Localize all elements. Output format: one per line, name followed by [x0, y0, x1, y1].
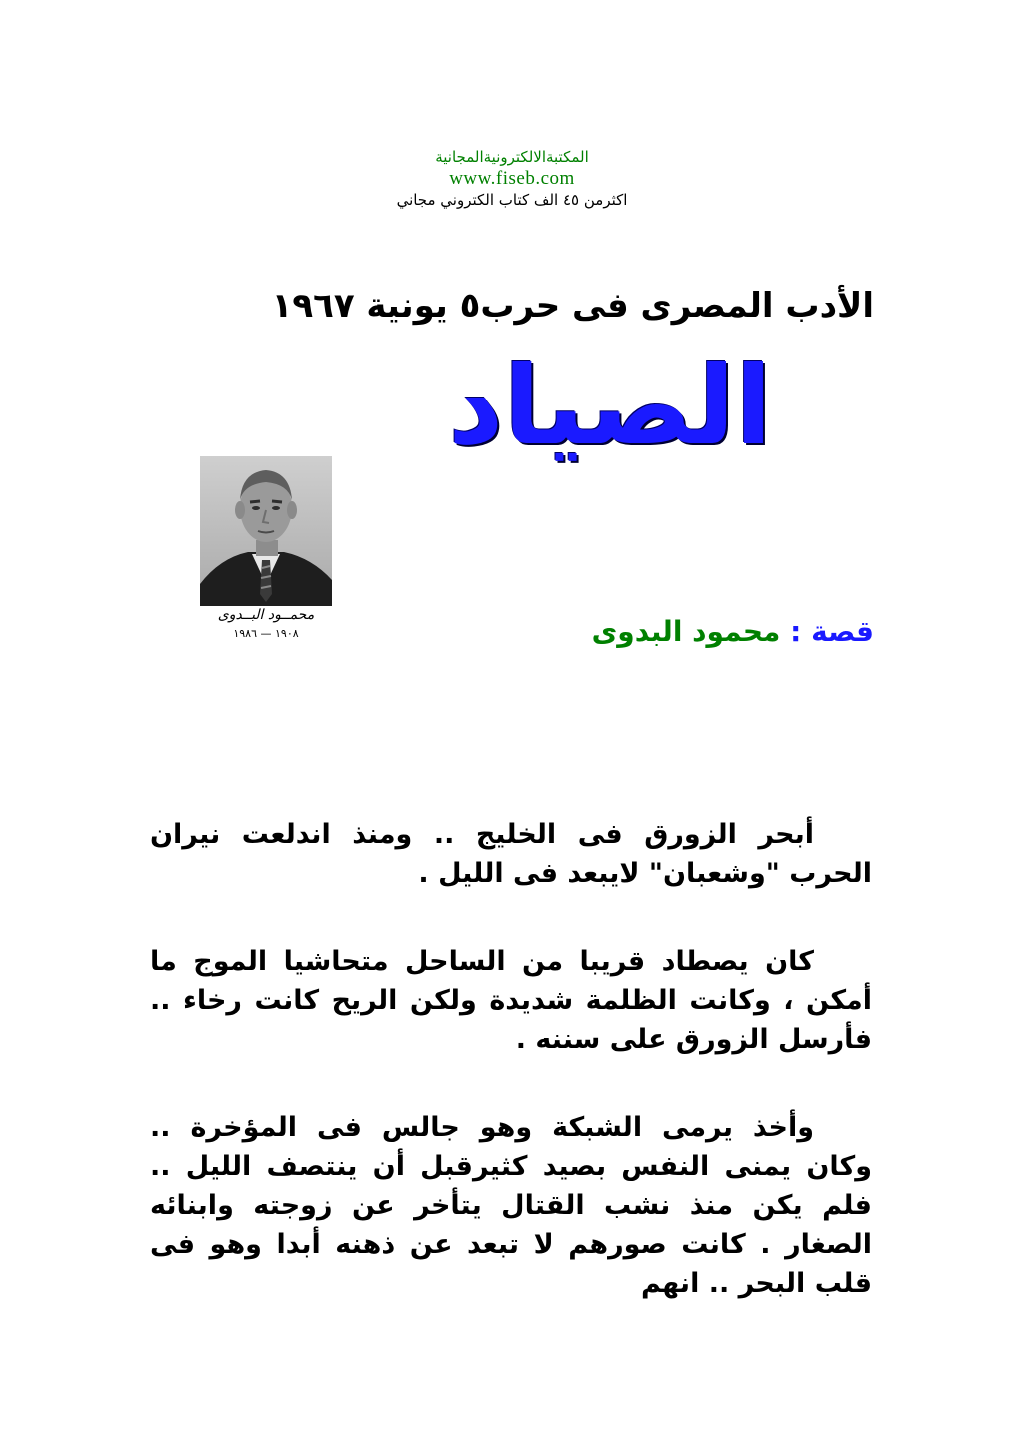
portrait-caption	[200, 606, 332, 641]
story-title: الصياد	[447, 344, 773, 469]
library-header	[0, 148, 1024, 209]
byline-author: محمود البدوى	[591, 615, 781, 648]
byline	[374, 615, 874, 648]
byline-label: قصة :	[790, 615, 874, 648]
author-portrait	[200, 456, 332, 606]
story-paragraph: وأخذ يرمى الشبكة وهو جالس فى المؤخرة .. وكان يمنى النفس بصيد كثيرقبل أن ينتصف الليل .. فلم يكن منذ نشب القتال يتأخر عن زوجته وابنائه الصغار . كانت صورهم لا تبعد عن ذهنه أبدا وهو فى قلب البحر .. انهم	[150, 1112, 872, 1299]
portrait-caption-name: محمــود البــدوى	[217, 607, 315, 623]
author-portrait-icon	[200, 456, 332, 606]
library-url[interactable]: www.fiseb.com	[449, 167, 575, 189]
series-title: الأدب المصرى فى حرب٥ يونية ١٩٦٧	[271, 286, 874, 326]
story-paragraph: كان يصطاد قريبا من الساحل متحاشيا الموج ما أمكن ، وكانت الظلمة شديدة ولكن الريح كانت رخاء .. فأرسل الزورق على سننه .	[150, 946, 872, 1055]
story-body	[150, 815, 872, 1352]
story-paragraph: أبحر الزورق فى الخليج .. ومنذ اندلعت نيران الحرب "وشعبان" لايبعد فى الليل .	[150, 819, 872, 889]
library-tagline: اكثرمن ٤٥ الف كتاب الكتروني مجاني	[396, 190, 628, 209]
library-name: المكتبةالالكترونيةالمجانية	[435, 148, 589, 166]
portrait-caption-years: ١٩٠٨ — ١٩٨٦	[233, 626, 299, 640]
